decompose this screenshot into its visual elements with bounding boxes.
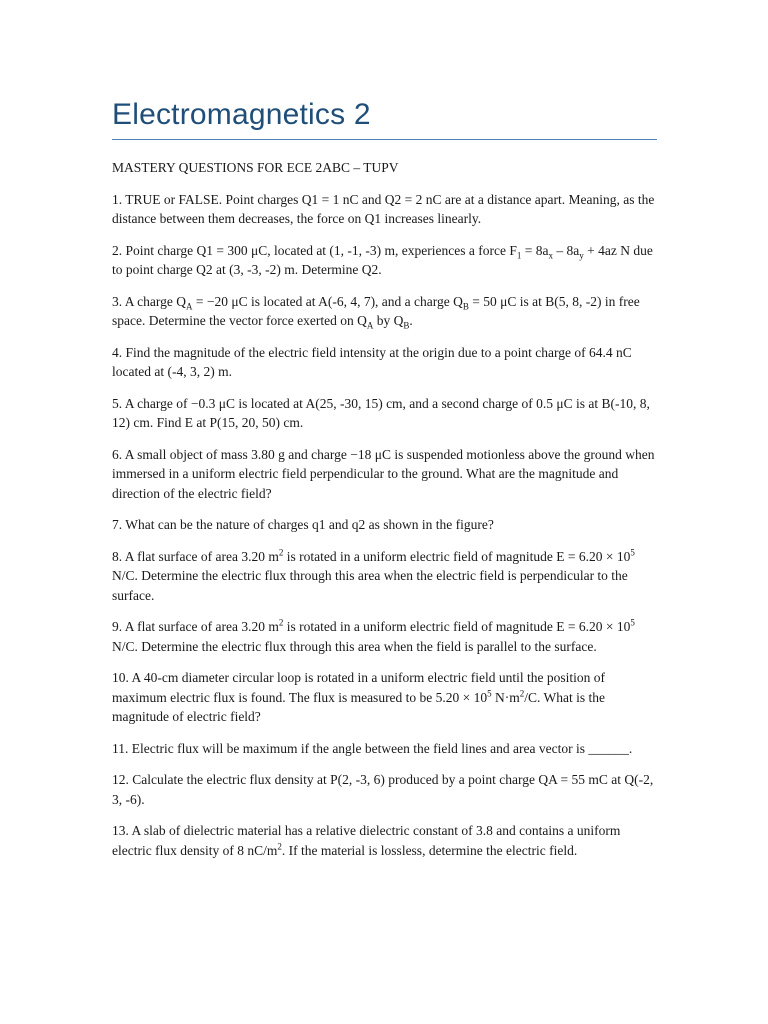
question-number: 11. xyxy=(112,740,129,756)
question-list xyxy=(112,190,657,861)
question-item xyxy=(112,821,657,860)
question-text: N·m xyxy=(491,689,520,705)
question-text: Calculate the electric flux density at P(2, -3, 6) produced by a point charge QA = 55 mC at Q(-2, 3, -6). xyxy=(112,772,654,807)
superscript: 2 xyxy=(277,841,282,851)
question-number: 9. xyxy=(112,619,123,634)
superscript: 5 xyxy=(487,688,492,698)
question-text: by Q xyxy=(373,313,404,328)
question-text: Find the magnitude of the electric field intensity at the origin due to a point charge of 64.4 nC located at (-4, 3, 2) m. xyxy=(112,344,632,379)
question-item xyxy=(112,770,657,809)
question-number: 3. xyxy=(112,293,123,309)
subscript: y xyxy=(579,250,584,261)
question-number: 13. xyxy=(112,823,129,838)
document-subtitle: MASTERY QUESTIONS FOR ECE 2ABC – TUPV xyxy=(112,160,399,175)
question-number: 5. xyxy=(112,395,123,411)
superscript: 2 xyxy=(278,617,284,628)
question-text: A flat surface of area 3.20 m xyxy=(124,619,279,634)
question-item xyxy=(112,190,657,229)
document-page xyxy=(112,95,657,860)
question-text: /C. What is the magnitude of electric field? xyxy=(112,689,606,724)
question-text: = 50 μC is at B(5, 8, -2) in free space. Determine the vector force exerted on Q xyxy=(112,293,640,328)
question-number: 4. xyxy=(112,344,123,360)
question-text: A small object of mass 3.80 g and charge −18 μC is suspended motionless above the ground when immersed in a uniform electric field perpendicular to the ground. What are the magnitude and direction of the electric field? xyxy=(112,446,655,501)
superscript: 5 xyxy=(630,547,635,557)
question-text: . If the material is lossless, determine the electric field. xyxy=(281,842,578,858)
question-text: A flat surface of area 3.20 m xyxy=(124,548,279,564)
question-item xyxy=(112,668,657,727)
question-text: + 4az N due to point charge Q2 at (3, -3, -2) m. Determine Q2. xyxy=(112,242,653,277)
subscript: x xyxy=(548,250,553,261)
question-number: 10. xyxy=(112,670,129,685)
subscript: A xyxy=(366,320,374,331)
question-text: . xyxy=(409,313,413,328)
question-item xyxy=(112,292,657,331)
question-text: TRUE or FALSE. Point charges Q1 = 1 nC and Q2 = 2 nC are at a distance apart. Meaning, as the distance between them decreases, the force on Q1 increases linearly. xyxy=(112,191,655,226)
question-text: A charge Q xyxy=(124,293,186,309)
question-number: 7. xyxy=(112,517,123,532)
superscript: 2 xyxy=(519,688,525,698)
subscript: 1 xyxy=(516,250,522,261)
question-text: – 8a xyxy=(552,242,580,258)
question-text: N/C. Determine the electric flux through this area when the electric field is perpendicular to the surface. xyxy=(112,568,628,603)
question-text: Electric flux will be maximum if the angle between the field lines and area vector is ______. xyxy=(131,740,633,756)
question-number: 12. xyxy=(112,772,129,787)
subscript: B xyxy=(462,301,469,312)
question-text: A 40-cm diameter circular loop is rotated in a uniform electric field until the position of maximum electric flux is found. The flux is measured to be 5.20 × 10 xyxy=(112,670,605,705)
question-item xyxy=(112,343,657,382)
question-text: is rotated in a uniform electric field of magnitude E = 6.20 × 10 xyxy=(283,619,631,634)
question-item xyxy=(112,617,657,656)
question-text: = −20 μC is located at A(-6, 4, 7), and a charge Q xyxy=(192,293,463,309)
question-item xyxy=(112,547,657,606)
superscript: 2 xyxy=(278,547,284,557)
superscript: 5 xyxy=(630,617,635,628)
question-text: N/C. Determine the electric flux through this area when the field is parallel to the surface. xyxy=(112,638,597,654)
question-text: = 8a xyxy=(521,242,549,258)
question-text: A charge of −0.3 μC is located at A(25, -30, 15) cm, and a second charge of 0.5 μC is at B(-10, 8, 12) cm. Find E at P(15, 20, 50) cm. xyxy=(112,395,650,430)
question-number: 2. xyxy=(112,242,123,258)
title-divider xyxy=(112,139,657,140)
question-text: A slab of dielectric material has a relative dielectric constant of 3.8 and contains a uniform electric flux density of 8 nC/m xyxy=(112,823,621,858)
question-text: What can be the nature of charges q1 and q2 as shown in the figure? xyxy=(125,517,494,532)
subscript: A xyxy=(186,301,193,312)
question-item xyxy=(112,241,657,280)
document-title: Electromagnetics 2 xyxy=(112,98,371,131)
subscript: B xyxy=(403,320,410,331)
question-number: 8. xyxy=(112,548,123,564)
question-number: 6. xyxy=(112,446,123,462)
question-text: Point charge Q1 = 300 μC, located at (1, -1, -3) m, experiences a force F xyxy=(125,242,517,258)
question-item xyxy=(112,515,657,535)
question-text: is rotated in a uniform electric field of magnitude E = 6.20 × 10 xyxy=(283,548,631,564)
question-item xyxy=(112,739,657,759)
question-item xyxy=(112,445,657,504)
question-number: 1. xyxy=(112,191,123,207)
question-item xyxy=(112,394,657,433)
